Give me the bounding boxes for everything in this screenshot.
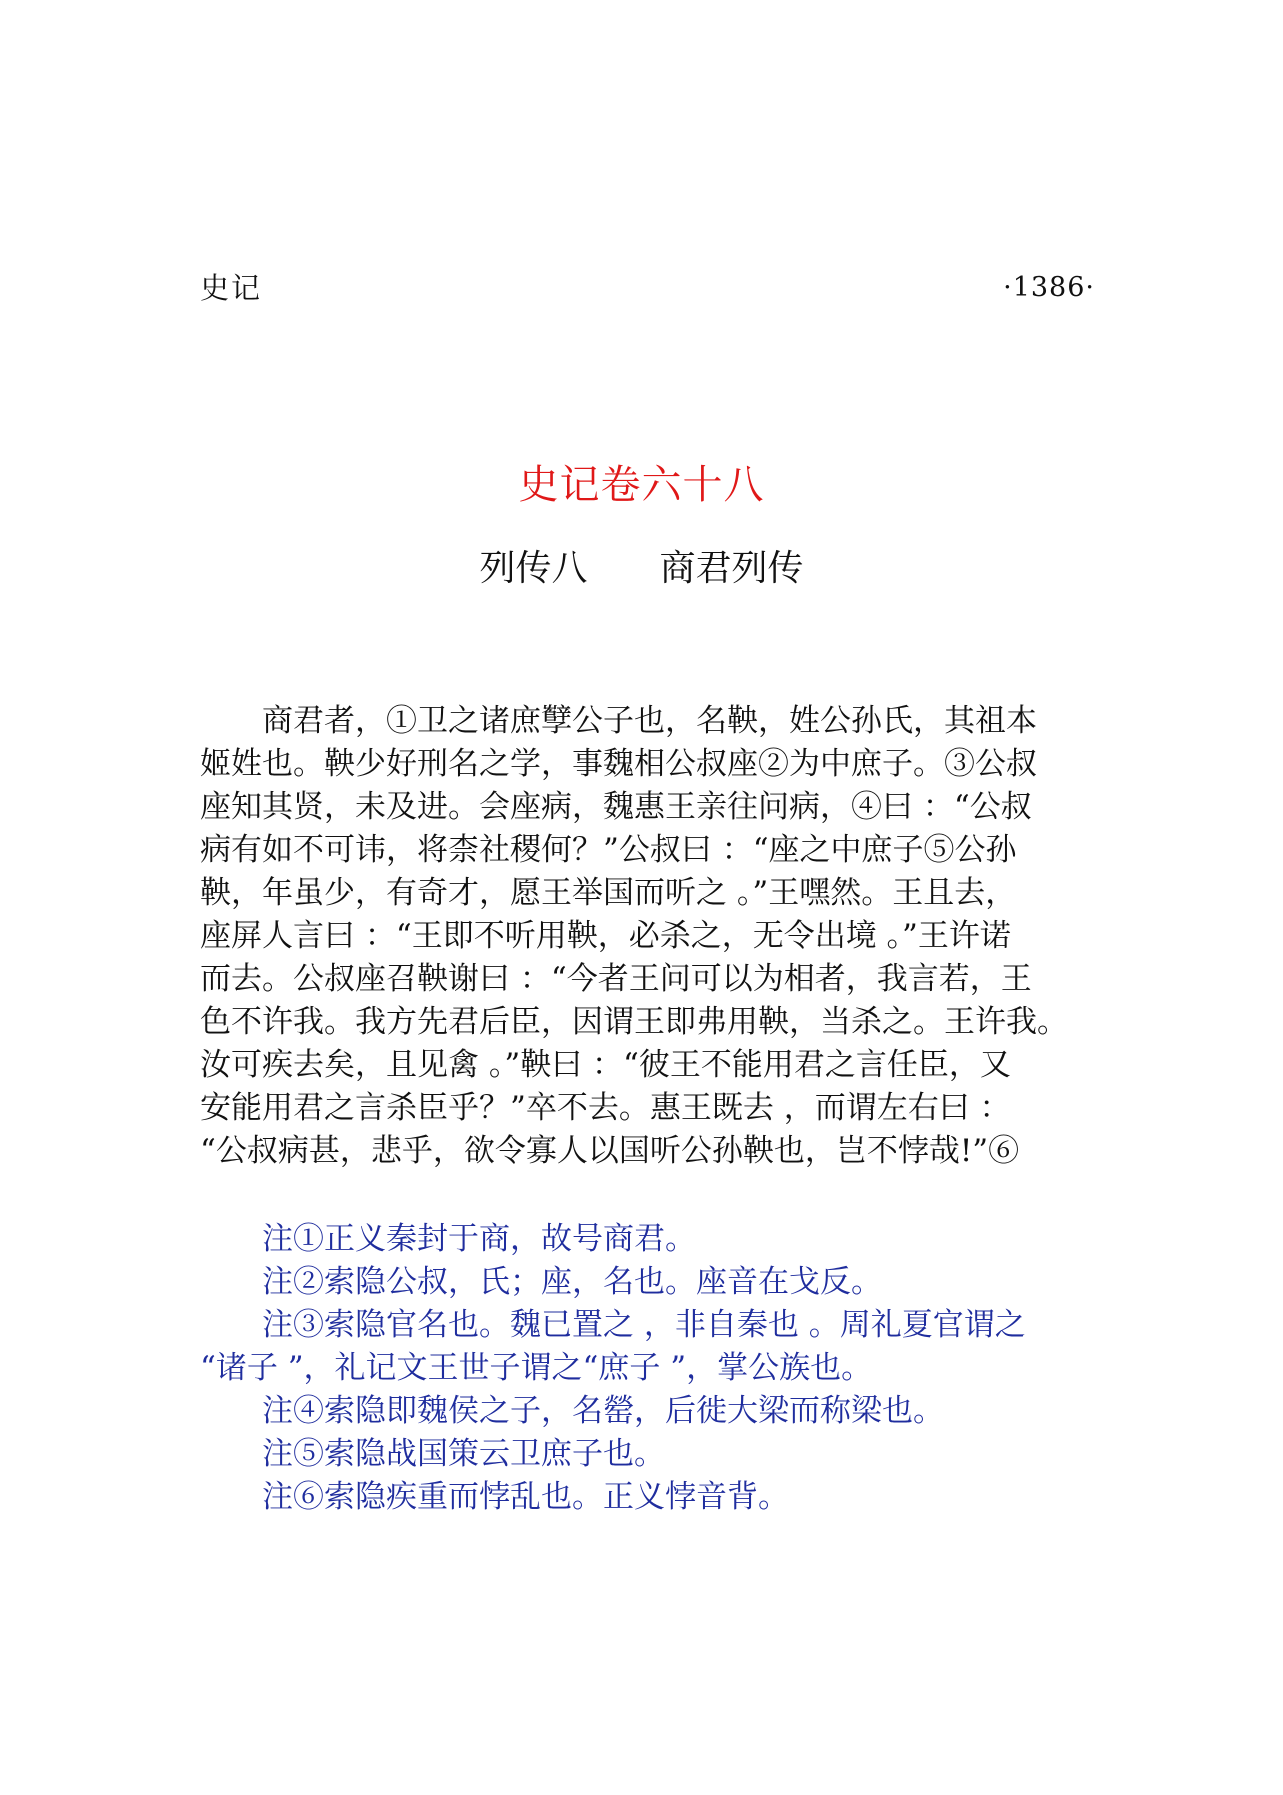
page-number: ·1386· [1003, 272, 1095, 303]
main-text-line: 座知其贤，未及进。会座病，魏惠王亲往问病，④曰 ：“公叔 [200, 789, 1032, 825]
main-text-line: 汝可疾去矣，且见禽 。”鞅曰 ：“彼王不能用君之言任臣，又 [200, 1047, 1011, 1083]
book-title: 史记 [200, 271, 263, 305]
main-text-line: 姬姓也。鞅少好刑名之学，事魏相公叔座②为中庶子。③公叔 [200, 746, 1037, 782]
volume-title: 史记卷六十八 [518, 462, 765, 508]
note-line: 注①正义秦封于商，故号商君。 [200, 1221, 696, 1257]
note-line: 注④索隐即魏侯之子，名罃，后徙大梁而称梁也。 [200, 1393, 944, 1429]
note-line: “诸子 ”，礼记文王世子谓之“庶子 ”，掌公族也。 [200, 1350, 873, 1386]
main-text-line: 安能用君之言杀臣乎？”卒不去。惠王既去 ，而谓左右曰 ： [200, 1090, 1011, 1126]
main-text-line: 而去。公叔座召鞅谢曰 ：“今者王问可以为相者，我言若，王 [200, 961, 1032, 997]
main-text [200, 700, 1130, 1173]
chapter-title: 列传八 商君列传 [479, 548, 804, 589]
main-text-line: 商君者，①卫之诸庶孼公子也，名鞅，姓公孙氏，其祖本 [200, 703, 1037, 739]
main-text-line: 座屏人言曰 ：“王即不听用鞅，必杀之，无令出境 。”王许诺 [200, 918, 1011, 954]
main-text-line: 鞅，年虽少，有奇才，愿王举国而听之 。”王嘿然。王且去， [200, 875, 1017, 911]
main-text-line: 病有如不可讳，将柰社稷何？”公叔曰 ：“座之中庶子⑤公孙 [200, 832, 1017, 868]
notes [200, 1218, 1130, 1519]
note-line: 注②索隐公叔，氏；座，名也。座音在戈反。 [200, 1264, 882, 1300]
main-text-line: “公叔病甚，悲乎，欲令寡人以国听公孙鞅也，岂不悖哉!”⑥ [200, 1133, 1020, 1169]
note-line: 注③索隐官名也。魏已置之 ，非自秦也 。周礼夏官谓之 [200, 1307, 1026, 1343]
note-line: 注⑥索隐疾重而悖乱也。正义悖音背。 [200, 1479, 789, 1515]
note-line: 注⑤索隐战国策云卫庶子也。 [200, 1436, 665, 1472]
main-text-line: 色不许我。我方先君后臣，因谓王即弗用鞅，当杀之。王许我。 [200, 1004, 1068, 1040]
